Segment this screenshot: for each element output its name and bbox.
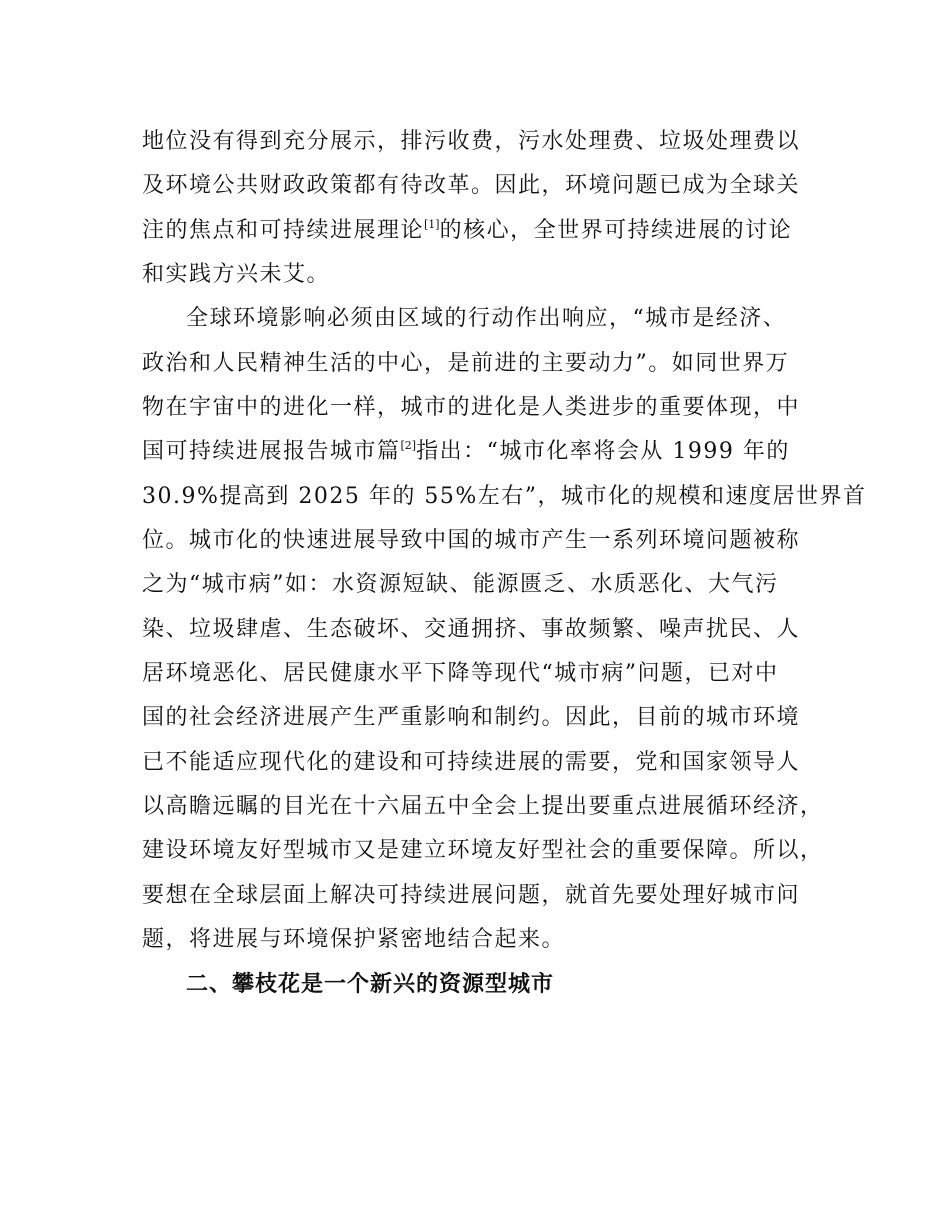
paragraph-2-line-13: 建设环境友好型城市又是建立环境友好型社会的重要保障。所以， [142, 838, 824, 863]
paragraph-2-line-4-text-b: 指出：“城市化率将会从 1999 年的 [416, 439, 790, 464]
paragraph-2-line-3: 物在宇宙中的进化一样，城市的进化是人类进步的重要体现，中 [142, 395, 801, 420]
paragraph-2-line-1: 全球环境影响必须由区域的行动作出响应，“城市是经济、 [186, 306, 787, 331]
paragraph-1-line-3-text-a: 注的焦点和可持续进展理论 [142, 218, 425, 243]
paragraph-2-line-8: 染、垃圾肆虐、生态破坏、交通拥挤、事故频繁、噪声扰民、人 [142, 617, 801, 642]
paragraph-2-line-7: 之为“城市病”如：水资源短缺、能源匮乏、水质恶化、大气污 [142, 572, 779, 597]
paragraph-2-line-15: 题，将进展与环境保护紧密地结合起来。 [142, 927, 566, 952]
paragraph-2-line-4-text-a: 国可持续进展报告城市篇 [142, 439, 401, 464]
paragraph-1-line-3-text-b: 的核心，全世界可持续进展的讨论 [439, 218, 793, 243]
citation-2: [2] [400, 439, 417, 452]
paragraph-1-line-4: 和实践方兴未艾。 [142, 262, 331, 287]
paragraph-2-line-11: 已不能适应现代化的建设和可持续进展的需要，党和国家领导人 [142, 750, 801, 775]
paragraph-1-line-3 [142, 216, 822, 246]
paragraph-2-line-2: 政治和人民精神生活的中心，是前进的主要动力”。如同世界万 [142, 351, 790, 376]
paragraph-2-line-4 [142, 437, 822, 467]
paragraph-2-line-6: 位。城市化的快速进展导致中国的城市产生一系列环境问题被称 [142, 528, 801, 553]
section-heading: 二、攀枝花是一个新兴的资源型城市 [186, 971, 555, 997]
paragraph-2-line-12: 以高瞻远瞩的目光在十六届五中全会上提出要重点进展循环经济， [142, 794, 824, 819]
paragraph-1-line-2: 及环境公共财政政策都有待改革。因此，环境问题已成为全球关 [142, 173, 801, 198]
paragraph-2-line-14: 要想在全球层面上解决可持续进展问题，就首先要处理好城市问 [142, 883, 801, 908]
paragraph-2-line-5: 30.9%提高到 2025 年的 55%左右”，城市化的规模和速度居世界首 [142, 484, 867, 509]
citation-1: [1] [424, 218, 440, 231]
paragraph-2-line-9: 居环境恶化、居民健康水平下降等现代“城市病”问题，已对中 [142, 661, 779, 686]
paragraph-2-line-10: 国的社会经济进展产生严重影响和制约。因此，目前的城市环境 [142, 705, 801, 730]
paragraph-1-line-1: 地位没有得到充分展示，排污收费，污水处理费、垃圾处理费以 [142, 129, 801, 154]
